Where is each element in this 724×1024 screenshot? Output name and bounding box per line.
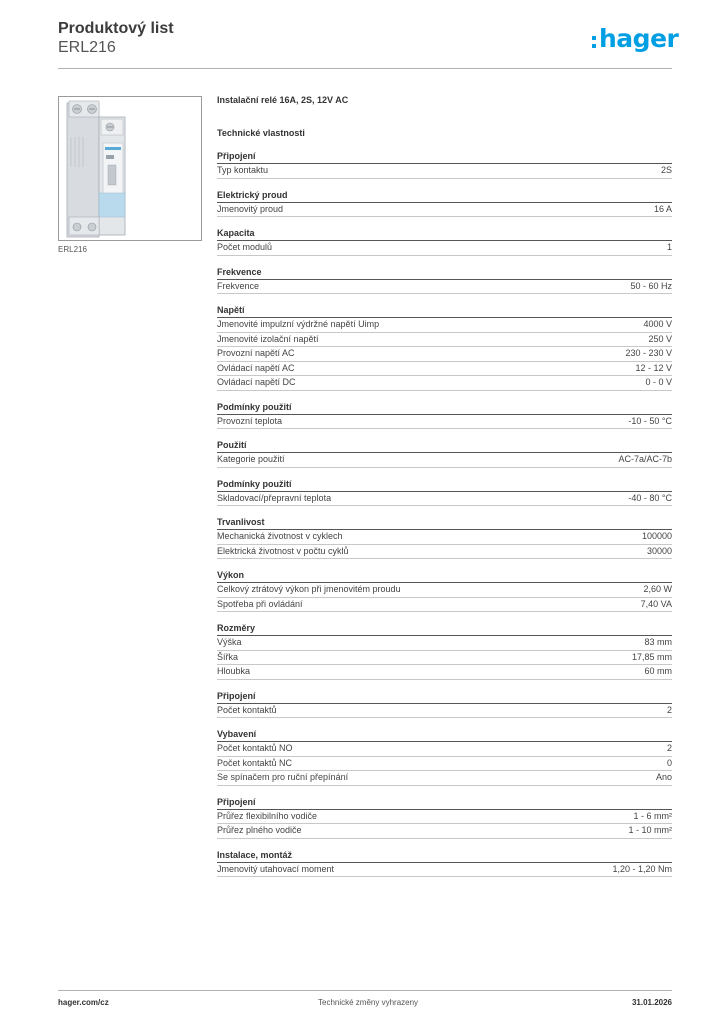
section-title: Použití (217, 439, 672, 453)
spec-label: Ovládací napětí AC (217, 362, 295, 373)
spec-label: Frekvence (217, 280, 260, 291)
section-title: Trvanlivost (217, 516, 672, 530)
spec-value: 1 - 6 mm² (633, 810, 672, 821)
spec-section (217, 189, 672, 218)
spec-label: Provozní teplota (217, 415, 283, 426)
logo-dots-icon (592, 36, 597, 54)
spec-label: Výška (217, 637, 242, 647)
spec-row (217, 415, 672, 430)
spec-label: Jmenovitý utahovací moment (217, 863, 335, 874)
spec-label: Spotřeba při ovládání (217, 598, 303, 609)
section-title: Kapacita (217, 227, 672, 241)
footer-notice: Technické změny vyhrazeny (318, 998, 419, 1007)
spec-value: 4000 V (643, 319, 672, 329)
spec-row (217, 583, 672, 598)
spec-label: Mechanická životnost v cyklech (217, 531, 343, 541)
spec-value: 16 A (653, 203, 672, 214)
spec-value: 2,60 W (643, 584, 672, 594)
spec-row (217, 333, 672, 348)
spec-label: Elektrická životnost v počtu cyklů (217, 545, 349, 556)
spec-value: 2 (666, 743, 672, 753)
spec-label: Počet kontaktů NC (217, 757, 293, 768)
spec-row (217, 636, 672, 651)
spec-row (217, 771, 672, 786)
spec-section (217, 439, 672, 468)
page-title: Produktový list (58, 20, 174, 37)
spec-value: 1,20 - 1,20 Nm (612, 863, 672, 874)
spec-row (217, 164, 672, 179)
spec-value: AC-7a/AC-7b (618, 454, 672, 464)
spec-row (217, 742, 672, 757)
section-title: Elektrický proud (217, 189, 672, 203)
spec-section (217, 150, 672, 179)
spec-value: 100000 (641, 531, 672, 541)
spec-row (217, 453, 672, 468)
spec-label: Typ kontaktu (217, 165, 269, 175)
spec-value: 250 V (648, 333, 672, 344)
spec-label: Počet kontaktů NO (217, 743, 293, 753)
spec-value: 50 - 60 Hz (630, 280, 672, 291)
spec-row (217, 492, 672, 507)
logo-text: hager (599, 24, 679, 53)
spec-label: Celkový ztrátový výkon při jmenovitém proudu (217, 584, 401, 594)
spec-label: Počet modulů (217, 242, 273, 252)
spec-section (217, 304, 672, 391)
spec-value: 1 - 10 mm² (628, 825, 672, 835)
spec-label: Jmenovitý proud (217, 203, 284, 214)
spec-label: Průřez plného vodiče (217, 825, 302, 835)
spec-label: Kategorie použití (217, 454, 285, 464)
product-description: Instalační relé 16A, 2S, 12V AC (217, 95, 349, 105)
spec-section (217, 227, 672, 256)
section-title: Připojení (217, 690, 672, 704)
footer-website[interactable]: hager.com/cz (58, 998, 109, 1007)
image-caption: ERL216 (58, 245, 87, 254)
spec-label: Hloubka (217, 666, 251, 676)
spec-value: 1 (666, 242, 672, 252)
spec-section (217, 401, 672, 430)
spec-row (217, 824, 672, 839)
product-code: ERL216 (58, 39, 116, 56)
spec-row (217, 318, 672, 333)
spec-label: Počet kontaktů (217, 704, 277, 715)
spec-label: Jmenovité impulzní výdržné napětí Uimp (217, 319, 380, 329)
footer-date: 31.01.2026 (631, 998, 672, 1007)
spec-section (217, 569, 672, 612)
spec-section (217, 796, 672, 839)
spec-row (217, 704, 672, 719)
spec-value: 2 (666, 704, 672, 715)
spec-label: Se spínačem pro ruční přepínání (217, 772, 349, 782)
spec-label: Šířka (217, 651, 239, 662)
spec-label: Průřez flexibilního vodiče (217, 810, 318, 821)
spec-label: Skladovací/přepravní teplota (217, 492, 332, 503)
section-title: Napětí (217, 304, 672, 318)
relay-device-icon (59, 97, 201, 240)
spec-value: 230 - 230 V (625, 348, 672, 358)
spec-section (217, 478, 672, 507)
spec-value: 60 mm (644, 666, 672, 676)
tech-heading: Technické vlastnosti (217, 128, 305, 138)
spec-value: 30000 (646, 545, 672, 556)
spec-value: -10 - 50 °C (628, 415, 672, 426)
spec-value: 7,40 VA (640, 598, 672, 609)
spec-row (217, 598, 672, 613)
spec-row (217, 376, 672, 391)
section-title: Připojení (217, 150, 672, 164)
spec-value: 0 - 0 V (645, 377, 672, 387)
spec-label: Ovládací napětí DC (217, 377, 296, 387)
spec-value: 17,85 mm (631, 651, 672, 662)
spec-value: 12 - 12 V (635, 362, 672, 373)
spec-row (217, 362, 672, 377)
footer-divider (58, 990, 672, 991)
spec-content (217, 92, 672, 877)
spec-label: Provozní napětí AC (217, 348, 295, 358)
spec-row (217, 241, 672, 256)
section-title: Podmínky použití (217, 478, 672, 492)
spec-row (217, 810, 672, 825)
spec-row (217, 530, 672, 545)
spec-row (217, 651, 672, 666)
section-title: Instalace, montáž (217, 849, 672, 863)
section-title: Výkon (217, 569, 672, 583)
spec-section (217, 849, 672, 878)
spec-row (217, 545, 672, 560)
section-title: Frekvence (217, 266, 672, 280)
spec-value: -40 - 80 °C (628, 492, 672, 503)
header-divider (58, 68, 672, 69)
spec-section (217, 622, 672, 680)
spec-row (217, 280, 672, 295)
spec-row (217, 347, 672, 362)
spec-section (217, 690, 672, 719)
section-title: Vybavení (217, 728, 672, 742)
section-title: Rozměry (217, 622, 672, 636)
spec-value: 83 mm (644, 637, 672, 647)
spec-value: 0 (666, 757, 672, 768)
spec-row (217, 757, 672, 772)
spec-value: Ano (655, 772, 672, 782)
section-title: Podmínky použití (217, 401, 672, 415)
product-image (58, 96, 202, 241)
spec-row (217, 863, 672, 878)
spec-value: 2S (660, 165, 672, 175)
spec-section (217, 728, 672, 786)
section-title: Připojení (217, 796, 672, 810)
spec-row (217, 665, 672, 680)
spec-section (217, 266, 672, 295)
spec-section (217, 516, 672, 559)
spec-row (217, 203, 672, 218)
spec-sections (217, 150, 672, 877)
spec-label: Jmenovité izolační napětí (217, 333, 319, 344)
